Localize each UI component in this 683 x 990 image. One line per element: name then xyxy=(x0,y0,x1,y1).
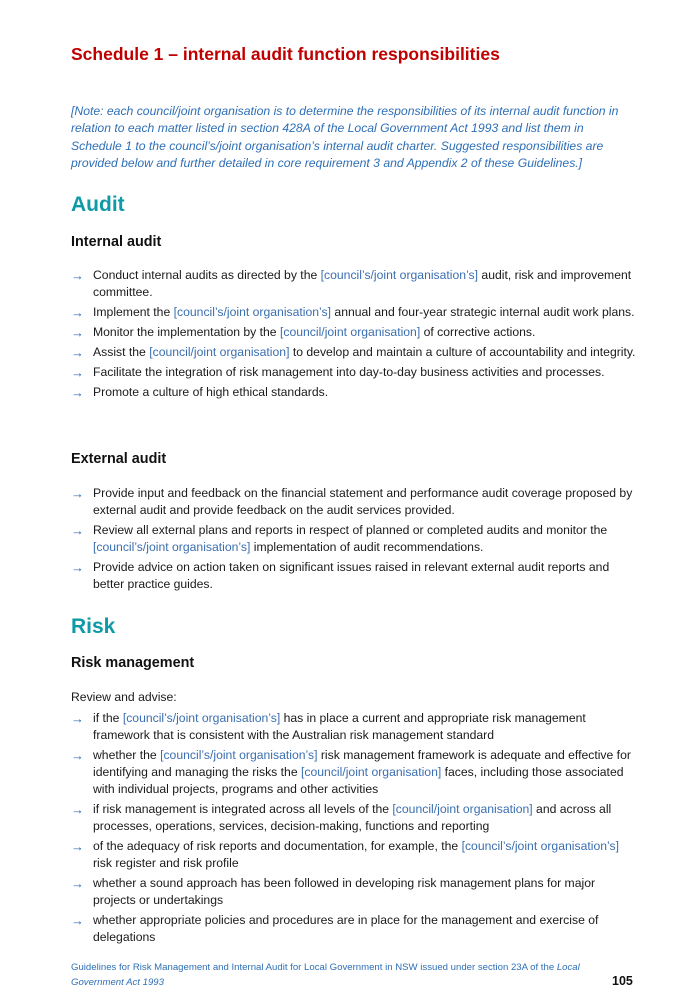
arrow-icon: → xyxy=(71,876,84,891)
internal-audit-list xyxy=(71,267,641,404)
list-item: → of the adequacy of risk reports and documentation, for example, the [council’s/joint organisation’s] risk register and risk profile xyxy=(71,839,619,870)
list-item: → Provide input and feedback on the financial statement and performance audit coverage proposed by external audit and provide feedback on the audit services provided. xyxy=(71,486,633,517)
list-item: → whether a sound approach has been followed in developing risk management plans for major projects or undertakings xyxy=(71,876,596,907)
note-paragraph: [Note: each council/joint organisation is to determine the responsibilities of its internal audit function in relation to each matter listed in section 428A of the Local Government Act 1993 and list them in Schedule 1 to the council’s/joint organisation’s internal audit charter. Suggested responsibilities are provided below and further detailed in core requirement 3 and Appendix 2 of these Guidelines.] xyxy=(71,104,619,170)
arrow-icon: → xyxy=(71,365,84,380)
page-number: 105 xyxy=(612,974,633,988)
schedule-title: Schedule 1 – internal audit function responsibilities xyxy=(71,44,500,64)
list-item: → Promote a culture of high ethical standards. xyxy=(71,385,329,400)
arrow-icon: → xyxy=(71,325,84,340)
arrow-icon: → xyxy=(71,305,84,320)
arrow-icon: → xyxy=(71,913,84,928)
audit-heading: Audit xyxy=(71,193,125,216)
list-item: → Assist the [council/joint organisation] to develop and maintain a culture of accountability and integrity. xyxy=(71,345,636,360)
list-item: → if the [council’s/joint organisation’s] has in place a current and appropriate risk management framework that is consistent with the Australian risk management standard xyxy=(71,711,586,742)
list-item: → whether appropriate policies and procedures are in place for the management and exercise of delegations xyxy=(71,913,599,944)
list-item: → if risk management is integrated across all levels of the [council/joint organisation] and across all processes, operations, services, decision-making, functions and reporting xyxy=(71,802,612,833)
external-audit-heading: External audit xyxy=(71,451,167,467)
list-item: → Facilitate the integration of risk management into day-to-day business activities and processes. xyxy=(71,365,605,380)
list-item: → Review all external plans and reports in respect of planned or completed audits and monitor the [council’s/joint organisation’s] implementation of audit recommendations. xyxy=(71,523,608,554)
arrow-icon: → xyxy=(71,802,84,817)
arrow-icon: → xyxy=(71,268,84,283)
list-item: → Conduct internal audits as directed by the [council’s/joint organisation’s] audit, risk and improvement committee. xyxy=(71,268,632,299)
arrow-icon: → xyxy=(71,385,84,400)
list-item: → whether the [council’s/joint organisation’s] risk management framework is adequate and effective for identifying and managing the risks the [council/joint organisation] faces, including those associated with individual projects, programs and other activities xyxy=(71,748,631,796)
internal-audit-heading: Internal audit xyxy=(71,234,162,250)
arrow-icon: → xyxy=(71,560,84,575)
arrow-icon: → xyxy=(71,523,84,538)
arrow-icon: → xyxy=(71,345,84,360)
list-item: → Monitor the implementation by the [council/joint organisation] of corrective actions. xyxy=(71,325,536,340)
arrow-icon: → xyxy=(71,748,84,763)
arrow-icon: → xyxy=(71,711,84,726)
external-audit-list xyxy=(71,485,641,596)
risk-heading: Risk xyxy=(71,615,116,638)
list-item: → Implement the [council’s/joint organisation’s] annual and four-year strategic internal audit work plans. xyxy=(71,305,635,320)
arrow-icon: → xyxy=(71,486,84,501)
list-item: → Provide advice on action taken on significant issues raised in relevant external audit reports and better practice guides. xyxy=(71,560,610,591)
risk-management-list xyxy=(71,710,641,949)
risk-management-heading: Risk management xyxy=(71,655,195,671)
footer-citation: Guidelines for Risk Management and Internal Audit for Local Government in NSW issued under section 23A of the Local Government Act 1993 xyxy=(71,962,580,988)
arrow-icon: → xyxy=(71,839,84,854)
review-intro: Review and advise: xyxy=(71,690,177,704)
